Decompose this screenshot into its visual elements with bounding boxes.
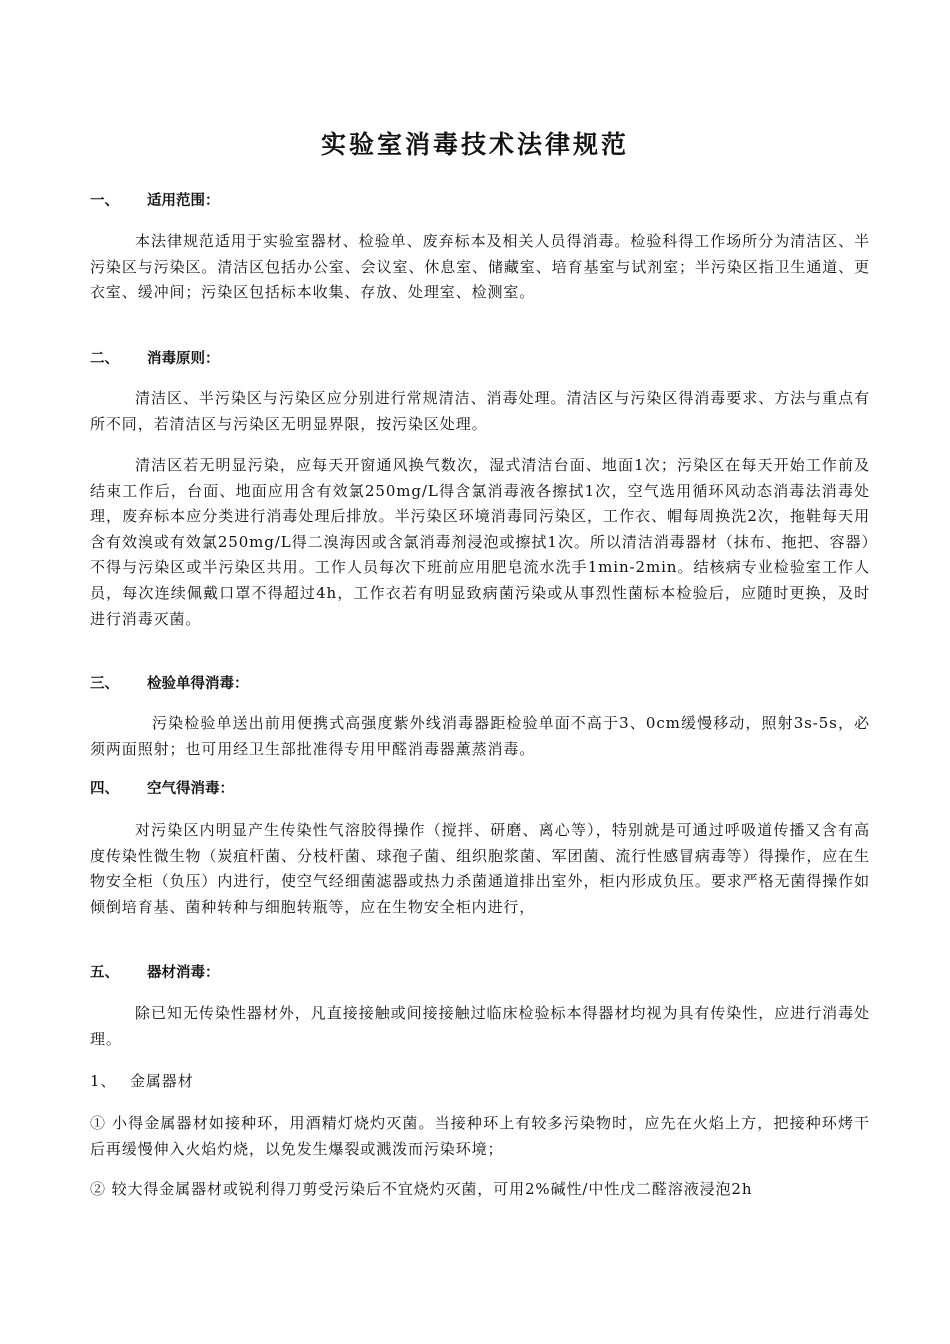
- document-title: 实验室消毒技术法律规范: [320, 130, 629, 159]
- section-number: 四、: [90, 781, 119, 797]
- paragraph-principle-1: 清洁区、半污染区与污染区应分别进行常规清洁、消毒处理。清洁区与污染区得消毒要求、方法与重点有所不同，若清洁区与污染区无明显界限，按污染区处理。: [90, 389, 870, 433]
- subsection-title: 金属器材: [130, 1072, 194, 1090]
- subsection-heading: [90, 1069, 870, 1095]
- list-item-2: ② 较大得金属器材或锐利得刀剪受污染后不宜烧灼灭菌，可用2%碱性/中性戊二醛溶液浸泡2h: [90, 1180, 753, 1198]
- section-heading-1: [90, 191, 220, 211]
- section-heading-3: [90, 674, 249, 694]
- paragraph-scope: 本法律规范适用于实验室器材、检验单、废弃标本及相关人员得消毒。检验科得工作场所分为清洁区、半污染区与污染区。清洁区包括办公室、会议室、休息室、储藏室、培育基室与试剂室；半污染区指卫生通道、更衣室、缓冲间；污染区包括标本收集、存放、处理室、检测室。: [90, 232, 870, 302]
- paragraph-form-disinfection: 污染检验单送出前用便携式高强度紫外线消毒器距检验单面不高于3、0cm缓慢移动，照射3s-5s，必须两面照射；也可用经卫生部批准得专用甲醛消毒器薰蒸消毒。: [90, 714, 870, 758]
- section-title: 适用范围：: [147, 193, 220, 209]
- list-item-1: ① 小得金属器材如接种环，用酒精灯烧灼灭菌。当接种环上有较多污染物时，应先在火焰上方，把接种环烤干后再缓慢伸入火焰灼烧，以免发生爆裂或溅泼而污染环境；: [90, 1114, 870, 1158]
- section-number: 二、: [90, 351, 119, 367]
- section-number: 三、: [90, 676, 119, 692]
- section-title: 消毒原则：: [147, 351, 220, 367]
- section-number: 一、: [90, 193, 119, 209]
- section-title: 器材消毒：: [147, 965, 220, 981]
- section-heading-5: [90, 963, 220, 983]
- paragraph-principle-2: 清洁区若无明显污染，应每天开窗通风换气数次，湿式清洁台面、地面1次；污染区在每天开始工作前及结束工作后，台面、地面应用含有效氯250mg/L得含氯消毒液各擦拭1次，空气选用循环风动态消毒法消毒处理，废弃标本应分类进行消毒处理后排放。半污染区环境消毒同污染区，工作衣、帽每周换洗2次，拖鞋每天用含有效溴或有效氯250mg/L得二溴海因或含氯消毒剂浸泡或擦拭1次。所以清洁消毒器材（抹布、拖把、容器）不得与污染区或半污染区共用。工作人员每次下班前应用肥皂流水洗手1min-2min。结核病专业检验室工作人员，每次连续佩戴口罩不得超过4h，工作衣若有明显致病菌污染或从事烈性菌标本检验后，应随时更换，及时进行消毒灭菌。: [90, 456, 870, 628]
- subsection-number: 1、: [90, 1072, 117, 1090]
- section-title: 空气得消毒：: [147, 781, 234, 797]
- paragraph-air-disinfection: 对污染区内明显产生传染性气溶胶得操作（搅拌、研磨、离心等），特别就是可通过呼吸道传播又含有高度传染性微生物（炭疽杆菌、分枝杆菌、球孢子菌、组织胞浆菌、军团菌、流行性感冒病毒等）得操作，应在生物安全柜（负压）内进行，使空气经细菌滤器或热力杀菌通道排出室外，柜内形成负压。要求严格无菌得操作如倾倒培育基、菌种转种与细胞转瓶等，应在生物安全柜内进行，: [90, 821, 870, 916]
- section-title: 检验单得消毒：: [147, 676, 249, 692]
- section-heading-4: [90, 779, 234, 799]
- section-heading-2: [90, 349, 220, 369]
- section-number: 五、: [90, 965, 119, 981]
- paragraph-equipment-disinfection: 除已知无传染性器材外，凡直接接触或间接接触过临床检验标本得器材均视为具有传染性，应进行消毒处理。: [90, 1004, 870, 1048]
